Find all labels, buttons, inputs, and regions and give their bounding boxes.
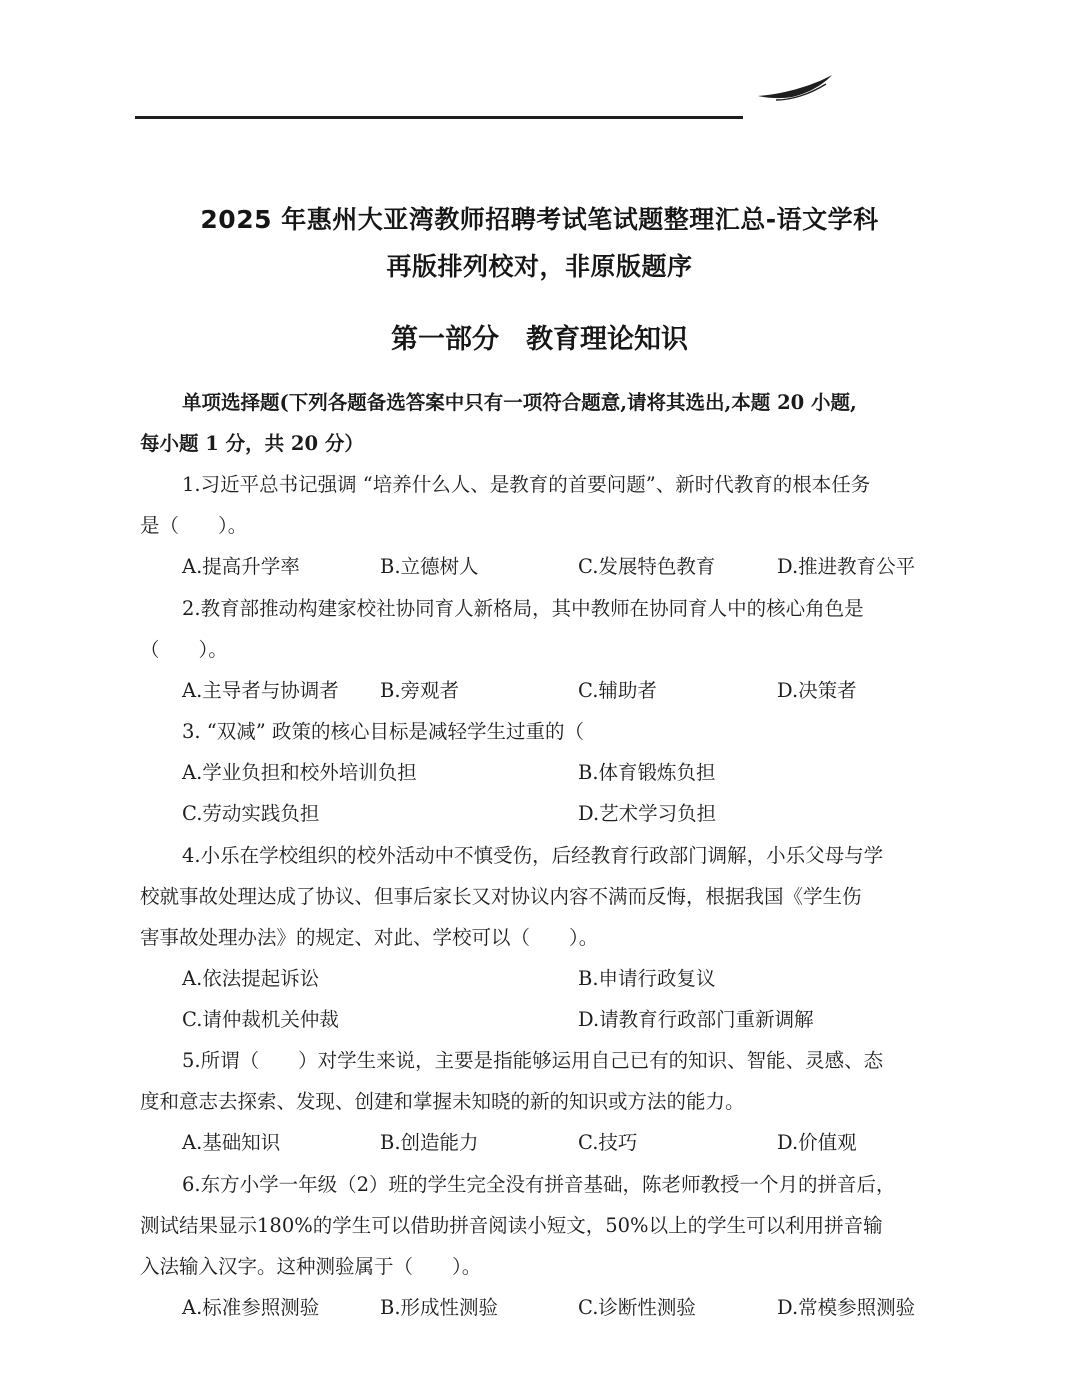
question-6-option-b: B.形成性测验 — [380, 1296, 499, 1319]
swoosh-logo-icon — [756, 72, 836, 102]
question-4-option-a: A.依法提起诉讼 — [182, 967, 320, 990]
document-title: 2025 年惠州大亚湾教师招聘考试笔试题整理汇总-语文学科 — [200, 205, 879, 234]
header-rule — [135, 116, 743, 119]
section-instructions-line-2: 每小题 1 分，共 20 分） — [140, 432, 364, 455]
question-6-text-line-2: 测试结果显示180%的学生可以借助拼音阅读小短文，50%以上的学生可以利用拼音输 — [140, 1214, 883, 1237]
question-6-option-d: D.常模参照测验 — [777, 1296, 916, 1319]
question-6-text-line-1: 6.东方小学一年级（2）班的学生完全没有拼音基础，陈老师教授一个月的拼音后， — [182, 1173, 896, 1196]
question-6-text-line-3: 入法输入汉字。这种测验属于（ ）。 — [140, 1255, 482, 1278]
question-6-option-c: C.诊断性测验 — [578, 1296, 696, 1319]
question-2-option-d: D.决策者 — [777, 679, 857, 702]
question-4-option-b: B.申请行政复议 — [578, 967, 716, 990]
question-3-option-b: B.体育锻炼负担 — [578, 761, 716, 784]
question-1-option-c: C.发展特色教育 — [578, 555, 716, 578]
question-2-text-line-1: 2.教育部推动构建家校社协同育人新格局，其中教师在协同育人中的核心角色是 — [182, 597, 864, 620]
question-5-text-line-1: 5.所谓（ ）对学生来说，主要是指能够运用自己已有的知识、智能、灵感、态 — [182, 1049, 884, 1072]
question-3-option-d: D.艺术学习负担 — [578, 802, 717, 825]
question-1-option-a: A.提高升学率 — [182, 555, 300, 578]
question-1-text-line-1: 1.习近平总书记强调 “培养什么人、是教育的首要问题”、新时代教育的根本任务 — [182, 473, 871, 496]
question-5-option-c: C.技巧 — [578, 1131, 638, 1154]
question-5-option-a: A.基础知识 — [182, 1131, 281, 1154]
section-instructions-line-1: 单项选择题(下列各题备选答案中只有一项符合题意,请将其选出,本题 20 小题, — [182, 391, 857, 414]
question-2-option-c: C.辅助者 — [578, 679, 657, 702]
question-2-text-line-2: （ ）。 — [140, 638, 228, 661]
question-1-text-line-2: 是（ ）。 — [140, 514, 248, 537]
question-1-option-d: D.推进教育公平 — [777, 555, 916, 578]
question-5-text-line-2: 度和意志去探索、发现、创建和掌握未知晓的新的知识或方法的能力。 — [140, 1090, 745, 1113]
question-4-text-line-1: 4.小乐在学校组织的校外活动中不慎受伤，后经教育行政部门调解，小乐父母与学 — [182, 844, 884, 867]
document-subtitle: 再版排列校对，非原版题序 — [386, 252, 693, 281]
question-6-option-a: A.标准参照测验 — [182, 1296, 320, 1319]
question-4-option-d: D.请教育行政部门重新调解 — [578, 1008, 814, 1031]
question-4-text-line-3: 害事故处理办法》的规定、对此、学校可以（ ）。 — [140, 926, 599, 949]
question-1-option-b: B.立德树人 — [380, 555, 479, 578]
question-4-option-c: C.请仲裁机关仲裁 — [182, 1008, 339, 1031]
question-3-option-c: C.劳动实践负担 — [182, 802, 320, 825]
part-title: 第一部分 教育理论知识 — [391, 324, 688, 355]
question-3-text-line-1: 3. “双减” 政策的核心目标是减轻学生过重的（ — [182, 720, 584, 743]
question-3-option-a: A.学业负担和校外培训负担 — [182, 761, 417, 784]
question-2-option-a: A.主导者与协调者 — [182, 679, 339, 702]
question-5-option-d: D.价值观 — [777, 1131, 857, 1154]
question-5-option-b: B.创造能力 — [380, 1131, 479, 1154]
question-2-option-b: B.旁观者 — [380, 679, 460, 702]
question-4-text-line-2: 校就事故处理达成了协议、但事后家长又对协议内容不满而反悔，根据我国《学生伤 — [140, 885, 862, 908]
